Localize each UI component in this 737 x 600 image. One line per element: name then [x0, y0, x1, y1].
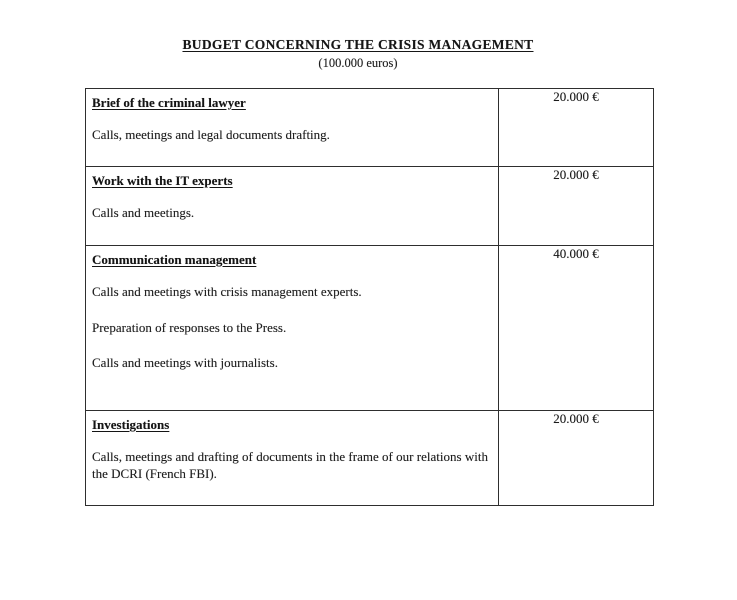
- row-line: Calls and meetings.: [92, 205, 195, 220]
- table-row-work-with-it-experts: [86, 167, 654, 246]
- row-line: Preparation of responses to the Press.: [92, 319, 287, 335]
- table-row-brief-of-criminal-lawyer: [86, 89, 654, 167]
- description-cell: [86, 411, 499, 506]
- amount-cell: 20.000 €: [499, 89, 654, 167]
- row-line: Calls, meetings and drafting of documents in the frame of our relations with the DCRI (French FBI).: [92, 449, 488, 481]
- table-row-communication-management: [86, 246, 654, 411]
- document-subtitle: (100.000 euros): [318, 56, 398, 70]
- amount-cell: 20.000 €: [499, 411, 654, 506]
- row-line: Calls and meetings with journalists.: [92, 355, 278, 371]
- document-title: BUDGET CONCERNING THE CRISIS MANAGEMENT: [182, 37, 534, 52]
- budget-table: [85, 88, 654, 506]
- description-cell: [86, 246, 499, 411]
- document-header: [85, 37, 631, 71]
- row-heading: Brief of the criminal lawyer: [92, 95, 246, 110]
- description-cell: [86, 167, 499, 246]
- amount-cell: 40.000 €: [499, 246, 654, 411]
- row-heading: Work with the IT experts: [92, 173, 233, 188]
- row-line: Calls and meetings with crisis management experts.: [92, 284, 362, 299]
- row-heading: Communication management: [92, 252, 257, 267]
- row-line: Calls, meetings and legal documents drafting.: [92, 127, 330, 142]
- amount-cell: 20.000 €: [499, 167, 654, 246]
- table-row-investigations: [86, 411, 654, 506]
- description-cell: [86, 89, 499, 167]
- row-heading: Investigations: [92, 417, 170, 432]
